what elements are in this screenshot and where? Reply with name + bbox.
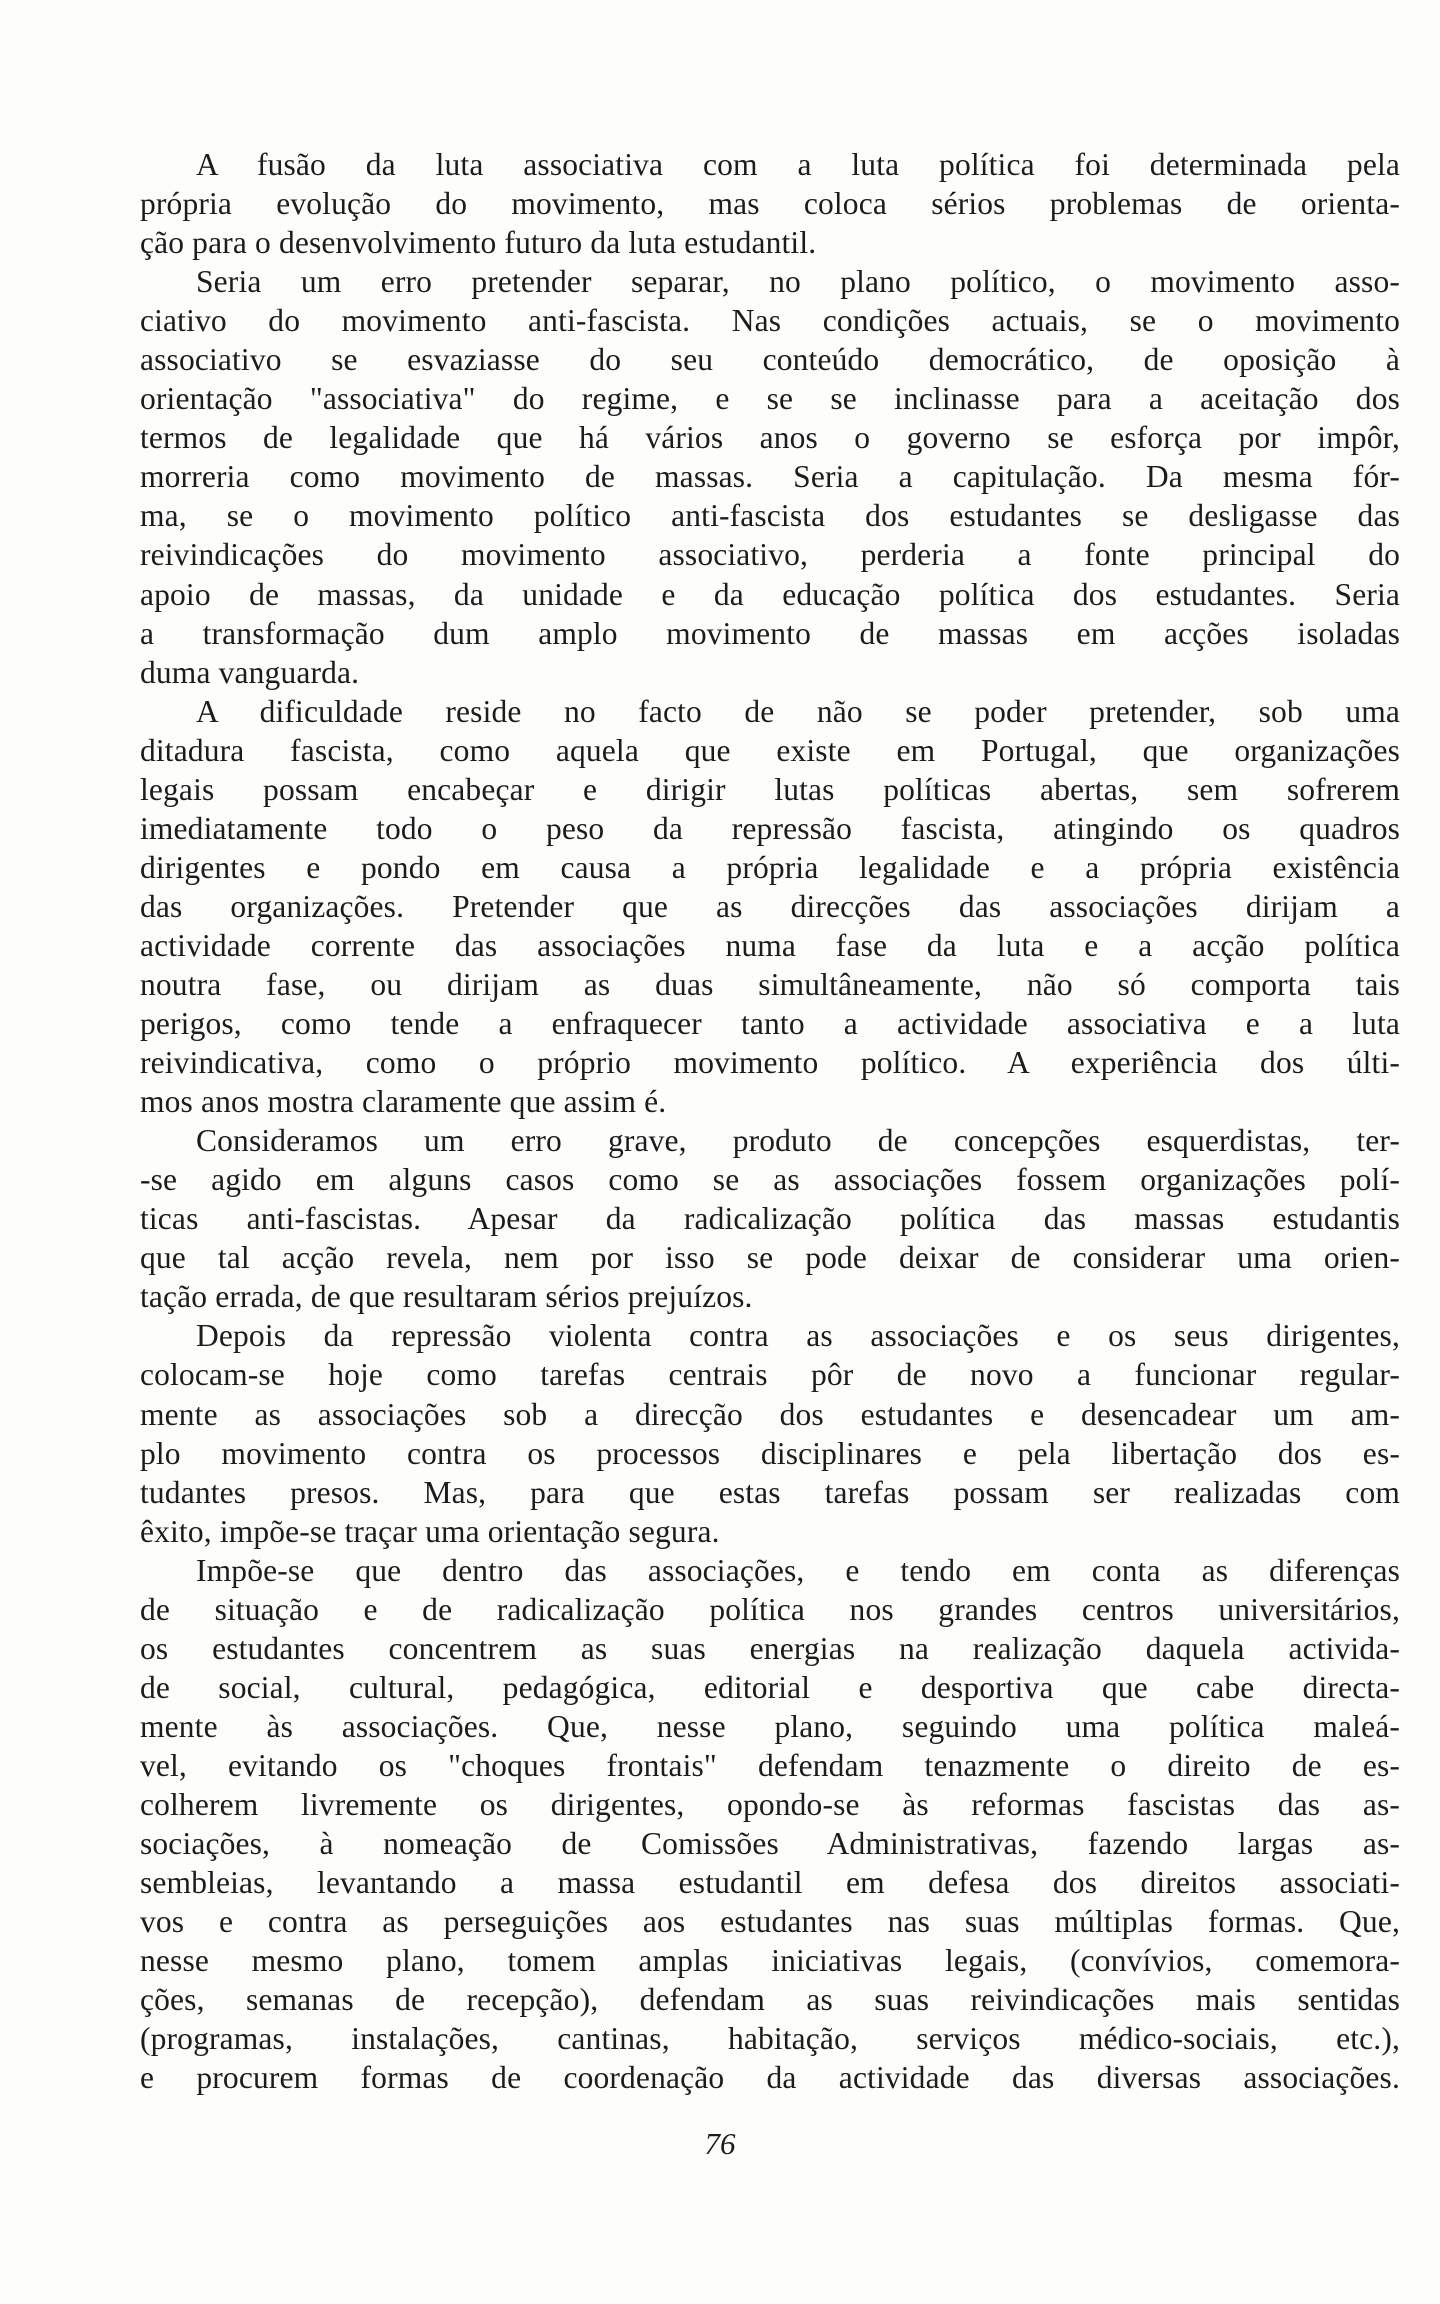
text-line: plo movimento contra os processos disciplinares e pela libertação dos es- [140, 1435, 1400, 1471]
text-line: e procurem formas de coordenação da actividade das diversas associações. [140, 2060, 1400, 2096]
paragraph [140, 1121, 1400, 1316]
text-line: ticas anti-fascistas. Apesar da radicalização política das massas estudantis [140, 1201, 1400, 1237]
text-line: reivindicações do movimento associativo, perderia a fonte principal do [140, 537, 1400, 573]
text-line: associativo se esvaziasse do seu conteúdo democrático, de oposição à [140, 342, 1400, 378]
text-line: colocam-se hoje como tarefas centrais pôr de novo a funcionar regular- [140, 1357, 1400, 1393]
text-line: tudantes presos. Mas, para que estas tarefas possam ser realizadas com [140, 1474, 1400, 1510]
text-line: ção para o desenvolvimento futuro da luta estudantil. [140, 225, 817, 261]
text-line: actividade corrente das associações numa fase da luta e a acção política [140, 927, 1400, 963]
text-line: orientação "associativa" do regime, e se se inclinasse para a aceitação dos [140, 381, 1400, 417]
text-line: os estudantes concentrem as suas energias na realização daquela activida- [140, 1630, 1400, 1666]
text-line: própria evolução do movimento, mas coloca sérios problemas de orienta- [140, 186, 1400, 222]
page-number: 76 [704, 2126, 736, 2161]
paragraph [140, 1316, 1400, 1550]
text-line: mente as associações sob a direcção dos estudantes e desencadear um am- [140, 1396, 1400, 1432]
text-line: Impõe-se que dentro das associações, e tendo em conta as diferenças [196, 1552, 1400, 1588]
text-line: nesse mesmo plano, tomem amplas iniciativas legais, (convívios, comemora- [140, 1943, 1400, 1979]
text-line: mente às associações. Que, nesse plano, seguindo uma política maleá- [140, 1708, 1400, 1744]
text-line: vos e contra as perseguições aos estudantes nas suas múltiplas formas. Que, [140, 1904, 1400, 1940]
text-line: de social, cultural, pedagógica, editorial e desportiva que cabe directa- [140, 1669, 1400, 1705]
text-line: perigos, como tende a enfraquecer tanto a actividade associativa e a luta [140, 1006, 1400, 1042]
text-line: de situação e de radicalização política nos grandes centros universitários, [140, 1591, 1400, 1627]
text-line: ciativo do movimento anti-fascista. Nas condições actuais, se o movimento [140, 303, 1400, 339]
text-line: êxito, impõe-se traçar uma orientação segura. [140, 1513, 720, 1549]
text-line: morreria como movimento de massas. Seria a capitulação. Da mesma fór- [140, 459, 1400, 495]
text-line: duma vanguarda. [140, 654, 360, 690]
text-line: Consideramos um erro grave, produto de concepções esquerdistas, ter- [196, 1123, 1400, 1159]
text-line: colherem livremente os dirigentes, opondo-se às reformas fascistas das as- [140, 1786, 1400, 1822]
text-line: dirigentes e pondo em causa a própria legalidade e a própria existência [140, 849, 1400, 885]
text-line: tação errada, de que resultaram sérios prejuízos. [140, 1279, 753, 1315]
paragraph [140, 145, 1400, 262]
text-line: ções, semanas de recepção), defendam as suas reivindicações mais sentidas [140, 1982, 1400, 2018]
text-line: legais possam encabeçar e dirigir lutas políticas abertas, sem sofrerem [140, 771, 1400, 807]
paragraph [140, 262, 1400, 692]
paragraph [140, 1551, 1400, 2098]
body-text [140, 145, 1400, 2097]
text-line: noutra fase, ou dirijam as duas simultâneamente, não só comporta tais [140, 966, 1400, 1002]
text-line: que tal acção revela, nem por isso se pode deixar de considerar uma orien- [140, 1240, 1400, 1276]
text-line: termos de legalidade que há vários anos o governo se esforça por impôr, [140, 420, 1400, 456]
text-line: -se agido em alguns casos como se as associações fossem organizações polí- [140, 1162, 1400, 1198]
text-line: (programas, instalações, cantinas, habitação, serviços médico-sociais, etc.), [140, 2021, 1400, 2057]
text-line: a transformação dum amplo movimento de massas em acções isoladas [140, 615, 1400, 651]
paragraph [140, 692, 1400, 1122]
text-line: A fusão da luta associativa com a luta política foi determinada pela [196, 147, 1400, 182]
text-line: A dificuldade reside no facto de não se poder pretender, sob uma [196, 693, 1400, 729]
text-line: Depois da repressão violenta contra as associações e os seus dirigentes, [196, 1318, 1400, 1354]
text-line: apoio de massas, da unidade e da educação política dos estudantes. Seria [140, 576, 1400, 612]
text-line: ditadura fascista, como aquela que existe em Portugal, que organizações [140, 732, 1400, 768]
text-line: das organizações. Pretender que as direcções das associações dirijam a [140, 888, 1400, 924]
text-line: Seria um erro pretender separar, no plano político, o movimento asso- [196, 264, 1400, 300]
text-line: sembleias, levantando a massa estudantil em defesa dos direitos associati- [140, 1865, 1400, 1901]
text-line: reivindicativa, como o próprio movimento político. A experiência dos últi- [140, 1045, 1400, 1081]
text-line: ma, se o movimento político anti-fascista dos estudantes se desligasse das [140, 498, 1400, 534]
text-line: sociações, à nomeação de Comissões Administrativas, fazendo largas as- [140, 1826, 1400, 1862]
text-line: mos anos mostra claramente que assim é. [140, 1084, 667, 1120]
text-line: vel, evitando os "choques frontais" defendam tenazmente o direito de es- [140, 1747, 1400, 1783]
text-line: imediatamente todo o peso da repressão fascista, atingindo os quadros [140, 810, 1400, 846]
